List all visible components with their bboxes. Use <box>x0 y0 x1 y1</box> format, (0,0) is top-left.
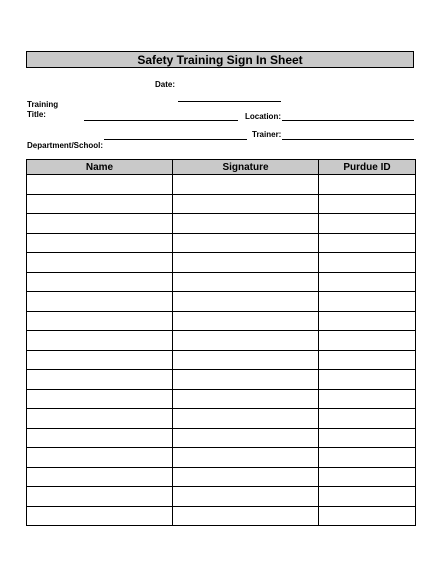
name-cell[interactable] <box>27 175 173 195</box>
column-header-signature: Signature <box>173 160 319 175</box>
signature-cell[interactable] <box>173 467 319 487</box>
signin-table <box>26 159 416 526</box>
purdue-id-cell[interactable] <box>319 233 416 253</box>
table-row <box>27 331 416 351</box>
trainer-left-line[interactable] <box>104 139 247 140</box>
signature-cell[interactable] <box>173 194 319 214</box>
purdue-id-cell[interactable] <box>319 409 416 429</box>
signature-cell[interactable] <box>173 331 319 351</box>
table-row <box>27 409 416 429</box>
table-row <box>27 233 416 253</box>
trainer-line[interactable] <box>282 139 414 140</box>
name-cell[interactable] <box>27 389 173 409</box>
column-header-name: Name <box>27 160 173 175</box>
purdue-id-cell[interactable] <box>319 253 416 273</box>
purdue-id-cell[interactable] <box>319 311 416 331</box>
signature-cell[interactable] <box>173 350 319 370</box>
name-cell[interactable] <box>27 487 173 507</box>
signature-cell[interactable] <box>173 389 319 409</box>
location-line[interactable] <box>282 120 414 121</box>
purdue-id-cell[interactable] <box>319 448 416 468</box>
name-cell[interactable] <box>27 428 173 448</box>
name-cell[interactable] <box>27 448 173 468</box>
signature-cell[interactable] <box>173 487 319 507</box>
name-cell[interactable] <box>27 292 173 312</box>
purdue-id-cell[interactable] <box>319 350 416 370</box>
table-row <box>27 370 416 390</box>
table-row <box>27 389 416 409</box>
table-body <box>27 175 416 526</box>
signature-cell[interactable] <box>173 370 319 390</box>
table-row <box>27 272 416 292</box>
signature-cell[interactable] <box>173 272 319 292</box>
name-cell[interactable] <box>27 506 173 526</box>
training-title-line[interactable] <box>84 120 238 121</box>
sheet-title <box>26 51 414 68</box>
name-cell[interactable] <box>27 214 173 234</box>
table-row <box>27 311 416 331</box>
name-cell[interactable] <box>27 409 173 429</box>
table-row <box>27 428 416 448</box>
name-cell[interactable] <box>27 194 173 214</box>
purdue-id-cell[interactable] <box>319 467 416 487</box>
table-row <box>27 487 416 507</box>
signature-cell[interactable] <box>173 175 319 195</box>
purdue-id-cell[interactable] <box>319 175 416 195</box>
name-cell[interactable] <box>27 350 173 370</box>
signature-cell[interactable] <box>173 233 319 253</box>
sheet-title-text: Safety Training Sign In Sheet <box>137 52 303 67</box>
purdue-id-cell[interactable] <box>319 428 416 448</box>
signature-cell[interactable] <box>173 409 319 429</box>
training-label-line1: Training <box>27 100 59 109</box>
signature-cell[interactable] <box>173 214 319 234</box>
date-line[interactable] <box>178 101 281 102</box>
name-cell[interactable] <box>27 272 173 292</box>
purdue-id-cell[interactable] <box>319 506 416 526</box>
table-row <box>27 448 416 468</box>
table-row <box>27 292 416 312</box>
signature-cell[interactable] <box>173 428 319 448</box>
department-label: Department/School: <box>27 141 104 150</box>
name-cell[interactable] <box>27 253 173 273</box>
purdue-id-cell[interactable] <box>319 292 416 312</box>
column-header-purdue-id: Purdue ID <box>319 160 416 175</box>
name-cell[interactable] <box>27 233 173 253</box>
purdue-id-cell[interactable] <box>319 214 416 234</box>
purdue-id-cell[interactable] <box>319 487 416 507</box>
table-row <box>27 253 416 273</box>
table-row <box>27 175 416 195</box>
table-row <box>27 506 416 526</box>
signature-cell[interactable] <box>173 506 319 526</box>
table-row <box>27 194 416 214</box>
signature-cell[interactable] <box>173 448 319 468</box>
purdue-id-cell[interactable] <box>319 370 416 390</box>
table-row <box>27 467 416 487</box>
table-header-row <box>27 160 416 175</box>
signature-cell[interactable] <box>173 311 319 331</box>
purdue-id-cell[interactable] <box>319 389 416 409</box>
name-cell[interactable] <box>27 311 173 331</box>
name-cell[interactable] <box>27 467 173 487</box>
purdue-id-cell[interactable] <box>319 331 416 351</box>
table-row <box>27 350 416 370</box>
location-label: Location: <box>245 112 281 121</box>
purdue-id-cell[interactable] <box>319 194 416 214</box>
training-label-line2: Title: <box>27 110 46 119</box>
date-label: Date: <box>155 80 176 89</box>
signature-cell[interactable] <box>173 292 319 312</box>
signature-cell[interactable] <box>173 253 319 273</box>
name-cell[interactable] <box>27 370 173 390</box>
trainer-label: Trainer: <box>252 130 282 139</box>
table-row <box>27 214 416 234</box>
purdue-id-cell[interactable] <box>319 272 416 292</box>
name-cell[interactable] <box>27 331 173 351</box>
